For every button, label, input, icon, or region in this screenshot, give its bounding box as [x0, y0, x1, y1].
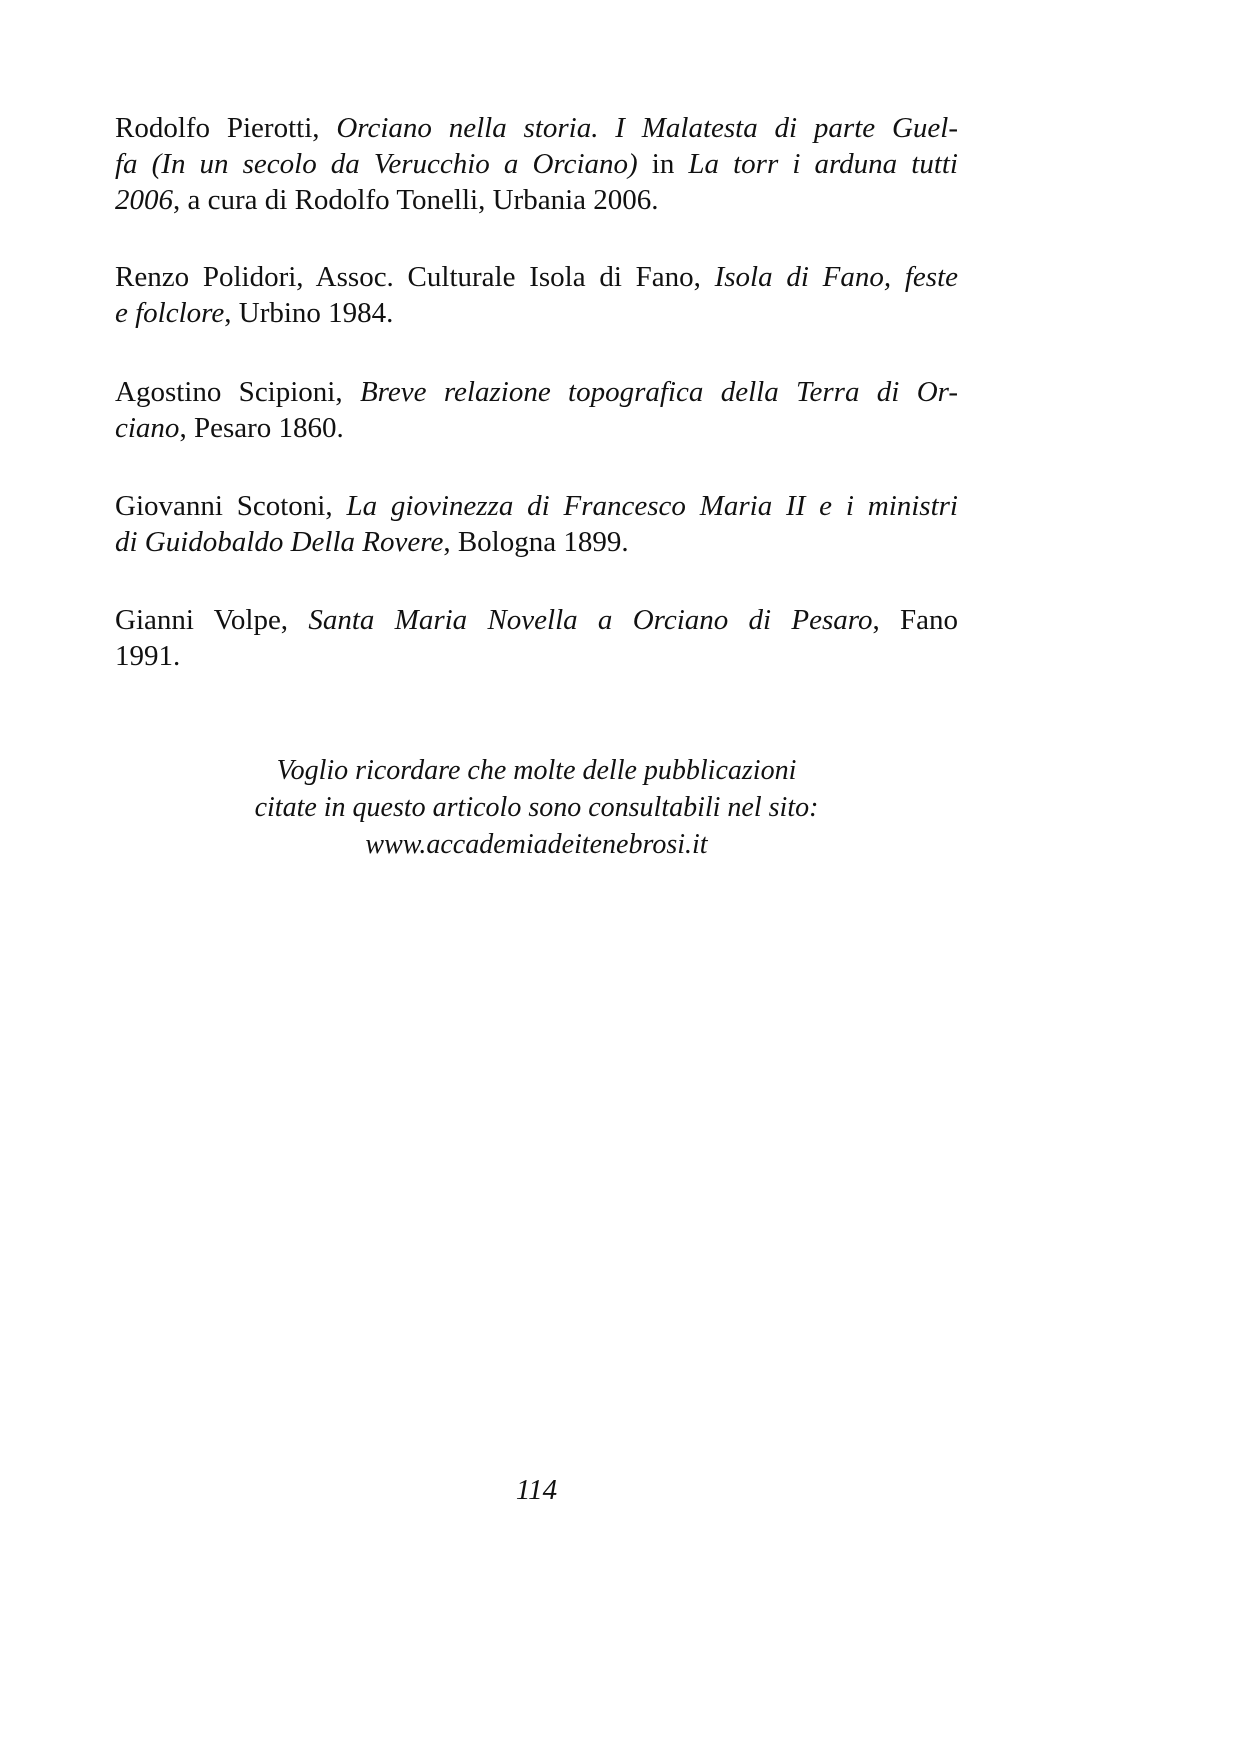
title-text: 2006 [115, 184, 173, 216]
plain-text: , Bologna 1899. [443, 526, 629, 558]
entry-line [115, 295, 958, 331]
closing-note [115, 752, 958, 863]
bibliography-entry [115, 488, 958, 560]
title-text: Isola di Fano, feste [714, 261, 958, 293]
entry-line [115, 524, 958, 560]
plain-text: in [637, 148, 689, 180]
plain-text: Agostino Scipioni, [115, 376, 360, 408]
title-text: La torr i arduna tutti [688, 148, 958, 180]
title-text: e folclore [115, 297, 225, 329]
plain-text: , Urbino 1984. [224, 297, 394, 329]
entry-line [115, 182, 958, 218]
plain-text: , Pesaro 1860. [179, 412, 344, 444]
plain-text: , a cura di Rodolfo Tonelli, Urbania 2006. [173, 184, 659, 216]
plain-text: Giovanni Scotoni, [115, 490, 347, 522]
title-text: Breve relazione topografica della Terra di Or- [359, 376, 958, 408]
bibliography-entry [115, 374, 958, 446]
entry-line [115, 602, 958, 638]
entry-line [115, 638, 958, 674]
entry-line [115, 259, 958, 295]
title-text: ciano [115, 412, 180, 444]
entry-line [115, 488, 958, 524]
plain-text: Rodolfo Pierotti, [115, 112, 337, 144]
entry-line [115, 410, 958, 446]
page-number: 114 [515, 1474, 558, 1506]
title-text: fa (In un secolo da Verucchio a Orciano) [115, 148, 638, 180]
bibliography-entry [115, 110, 958, 218]
bibliography-entry [115, 602, 958, 674]
title-text: di Guidobaldo Della Rovere [115, 526, 444, 558]
title-text: Orciano nella storia. I Malatesta di parte Guel- [336, 112, 958, 144]
entry-line [115, 374, 958, 410]
entry-line [115, 110, 958, 146]
closing-line: Voglio ricordare che molte delle pubblicazioni [276, 755, 797, 786]
plain-text: 1991. [115, 640, 181, 672]
closing-website: www.accademiadeitenebrosi.it [365, 829, 708, 860]
title-text: La giovinezza di Francesco Maria II e i ministri [346, 490, 958, 522]
closing-line: citate in questo articolo sono consultabili nel sito: [254, 792, 819, 823]
title-text: Santa Maria Novella a Orciano di Pesaro [308, 604, 873, 636]
plain-text: , Fano [872, 604, 958, 636]
plain-text: Gianni Volpe, [115, 604, 309, 636]
entry-line [115, 146, 958, 182]
plain-text: Renzo Polidori, Assoc. Culturale Isola di Fano, [115, 261, 715, 293]
bibliography-entry [115, 259, 958, 331]
